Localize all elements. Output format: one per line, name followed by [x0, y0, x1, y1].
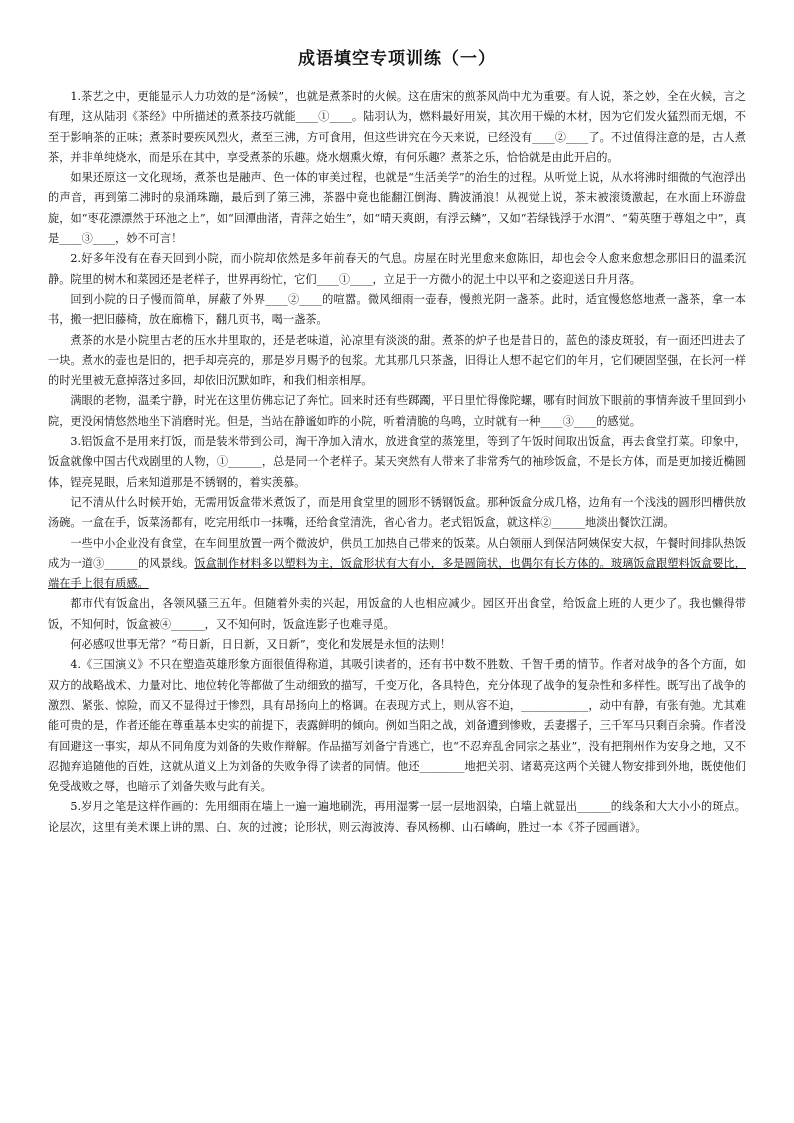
q2-paragraph-1: 2.好多年没有在春天回到小院，而小院却依然是多年前春天的气息。房屋在时光里愈来愈陈旧，却也会令人愈来愈想念那旧日的温柔沉静。院里的树木和菜园还是老样子，世界再纷忙，它们____①____，立足于一方微小的泥土中以平和之姿迎送日升月落。 [48, 252, 746, 286]
q3-paragraph-3 [48, 534, 746, 595]
q1-paragraph-2: 如果还原这一文化现场，煮茶也是融声、色一体的审美过程，也就是“生活美学”的治生的过程。从听觉上说，从水将沸时细微的气泡浮出的声音，再到第二沸时的泉涌珠蹦，最后到了第三沸，茶器中竟也能翻江倒海、腾波涌浪！从视觉上说，茶末被滚烫激起，在水面上环游盘旋，如“枣花漂漂然于环池之上”，如“回潭曲渚，青萍之始生”，如“晴天爽朗，有浮云鳞”，又如“若绿钱浮于水渭”、“菊英堕于尊俎之中”，真是____③____，妙不可言！ [48, 171, 746, 246]
q3-paragraph-5: 何必感叹世事无常？“苟日新，日日新，又日新”，变化和发展是永恒的法则！ [70, 638, 452, 652]
q5-paragraph-1: 5.岁月之笔是这样作画的：先用细雨在墙上一遍一遍地刷洗，再用湿雾一层一层地泅染，白墙上就显出______的线条和大大小小的斑点。论层次，这里有美术课上讲的黑、白、灰的过渡；论形状，则云海波涛、春风杨柳、山石嶙峋，胜过一本《芥子园画谱》。 [48, 800, 746, 834]
q3-paragraph-4: 都市代有饭盒出，各领风骚三五年。但随着外卖的兴起，用饭盒的人也相应减少。园区开出食堂，给饭盒上班的人更少了。我也懒得带饭，不知何时，饭盒被④______，又不知何时，饭盒连影子也难寻觅。 [48, 597, 746, 631]
q4-paragraph-1: 4.《三国演义》不只在塑造英雄形象方面很值得称道，其吸引读者的，还有书中数不胜数、千智千勇的情节。作者对战争的各个方面，如双方的战略战术、力量对比、地位转化等都做了生动细致的描写，千变万化，各具特色，充分体现了战争的复杂性和多样性。既写出了战争的激烈、紧张、惊险，而又不显得过于惨烈，具有昂扬向上的格调。在表现方式上，则从容不迫，____________，动中有静，有张有弛。尤其难能可贵的是，作者还能在尊重基本史实的前提下，表露鲜明的倾向。例如当阳之战，刘备遭到惨败，丢妻撂子，三千军马只剩百余骑。作者没有回避这一事实，却从不同角度为刘备的失败作辩解。作品描写刘备宁肯逃亡，也“不忍弃乱舍同宗之基业”，没有把荆州作为安身之地，又不忍抛弃追随他的百姓，这就从道义上为刘备的失败争得了读者的同情。他还________地把关羽、诸葛亮这两个关键人物安排到外地，既使他们免受战败之辱，也暗示了刘备失败与此有关。 [48, 658, 746, 794]
q2-paragraph-2: 回到小院的日子慢而简单，屏蔽了外界____②____的喧嚣。微风细雨一壶春，慢煎光阴一盏茶。此时，适宜慢悠悠地煮一盏茶，拿一本书，搬一把旧藤椅，放在廊檐下，翻几页书，喝一盏茶。 [48, 292, 746, 327]
q3-paragraph-2: 记不清从什么时候开始，无需用饭盒带米煮饭了，而是用食堂里的圆形不锈钢饭盒。那种饭盒分成几格，边角有一个浅浅的圆形凹槽供放汤碗。一盒在手，饭菜汤都有，吃完用纸巾一抹嘴，还给食堂清洗，省心省力。老式铝饭盒，就这样②______地淡出餐饮江湖。 [48, 495, 746, 530]
q3-paragraph-3-text: 一些中小企业没有食堂，在车间里放置一两个微波炉，供员工加热自己带来的饭菜。从白领丽人到保洁阿姨保安大叔，午餐时间排队热饭成为一道③______的风景线。 [48, 536, 746, 570]
page-title: 成语填空专项训练（一） [298, 49, 496, 69]
q3-underlined-sentence: 饭盒制作材料多以塑料为主，饭盒形状有大有小，多是圆筒状，也偶尔有长方体的。玻璃饭盒跟塑料饭盒要比，端在手上很有质感。 [48, 556, 746, 591]
q2-paragraph-4: 满眼的老物，温柔宁静，时光在这里仿佛忘记了奔忙。回来时还有些踯躅，平日里忙得像陀螺，哪有时间放下眼前的事情奔波千里回到小院，更没闲情悠然地坐下消磨时光。但是，当站在静谧如昨的小院，听着清脆的鸟鸣，立时就有一种____③____的感觉。 [48, 394, 746, 428]
q1-paragraph-1: 1.茶艺之中，更能显示人力功效的是“汤候”，也就是煮茶时的火候。这在唐宋的煎茶风尚中尤为重要。有人说，茶之妙，全在火候，言之有理，这从陆羽《茶经》中所描述的煮茶技巧就能____①____。陆羽认为，燃料最好用炭，其次用干燥的木材，因为它们发火猛烈而无烟，不至于影响茶的正味；煮茶时要疾风烈火，煮至三沸，方可食用，但这些讲究在今天来说，已经没有____②____了。不过值得注意的是，古人煮茶，并非单纯烧水，而是乐在其中，享受煮茶的乐趣。烧水烟熏火燎，有何乐趣？煮茶之乐，恰恰就是由此开启的。 [48, 90, 746, 164]
q3-paragraph-1: 3.铝饭盒不是用来打饭，而是装米带到公司，淘干净加入清水，放进食堂的蒸笼里，等到了午饭时间取出饭盒，再去食堂打菜。印象中，饭盒就像中国古代戏剧里的人物，①______，总是同一个老样子。某天突然有人带来了非常秀气的袖珍饭盒，不是长方体，而是更加接近椭圆体，锃亮晃眼，后来知道那是不锈钢的，着实羡慕。 [48, 435, 746, 489]
q2-paragraph-3: 煮茶的水是小院里古老的压水井里取的，还是老味道，沁凉里有淡淡的甜。煮茶的炉子也是昔日的，蓝色的漆皮斑驳，有一面还凹进去了一块。煮水的壶也是旧的，把手却亮亮的，那是岁月赐予的包浆。尤其那几只茶盏，旧得让人想不起它们的年月，它们硬固坚强，在长河一样的时光里被无意掉落过多回，却依旧沉默如昨，和我们相亲相厚。 [48, 333, 746, 388]
